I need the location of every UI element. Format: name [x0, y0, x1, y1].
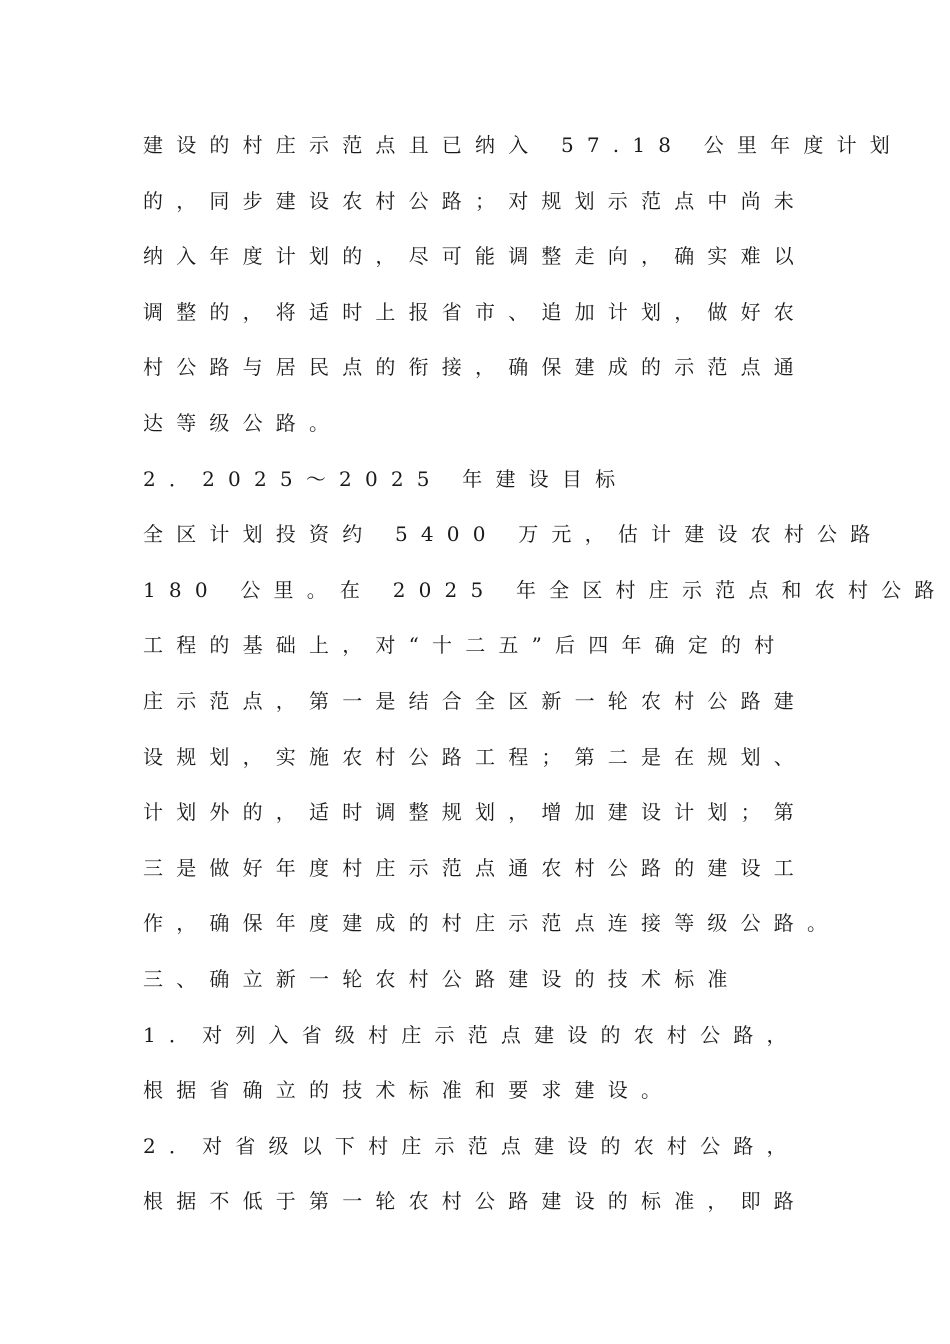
text-line: 村公路与居民点的衔接，确保建成的示范点通 — [143, 355, 807, 380]
text-line: 建设的村庄示范点且已纳入 57.18 公里年度计划 — [143, 133, 903, 157]
text-line: 1．对列入省级村庄示范点建设的农村公路， — [143, 1022, 800, 1047]
text-line: 的，同步建设农村公路；对规划示范点中尚未 — [143, 188, 807, 213]
text-line: 计划外的，适时调整规划，增加建设计划；第 — [143, 800, 807, 825]
text-line: 180 公里。在 2025 年全区村庄示范点和农村公路 — [143, 577, 948, 602]
text-line: 调整的，将适时上报省市、追加计划，做好农 — [143, 299, 807, 324]
body-text — [143, 124, 948, 1236]
section-heading: 2．2025～2025 年建设目标 — [143, 466, 629, 491]
section-heading: 三、确立新一轮农村公路建设的技术标准 — [143, 966, 741, 991]
text-line: 作，确保年度建成的村庄示范点连接等级公路。 — [143, 911, 841, 936]
text-line: 达等级公路。 — [143, 410, 343, 435]
text-line: 根据省确立的技术标准和要求建设。 — [143, 1078, 675, 1103]
text-line: 2．对省级以下村庄示范点建设的农村公路， — [143, 1133, 800, 1158]
text-line: 三是做好年度村庄示范点通农村公路的建设工 — [143, 855, 807, 880]
text-line: 工程的基础上，对“十二五”后四年确定的村 — [143, 633, 788, 658]
text-line: 全区计划投资约 5400 万元，估计建设农村公路 — [143, 522, 884, 547]
text-line: 设规划，实施农村公路工程；第二是在规划、 — [143, 744, 807, 769]
text-line: 纳入年度计划的，尽可能调整走向，确实难以 — [143, 244, 807, 269]
text-line: 庄示范点，第一是结合全区新一轮农村公路建 — [143, 688, 807, 713]
text-line: 根据不低于第一轮农村公路建设的标准，即路 — [143, 1189, 807, 1214]
